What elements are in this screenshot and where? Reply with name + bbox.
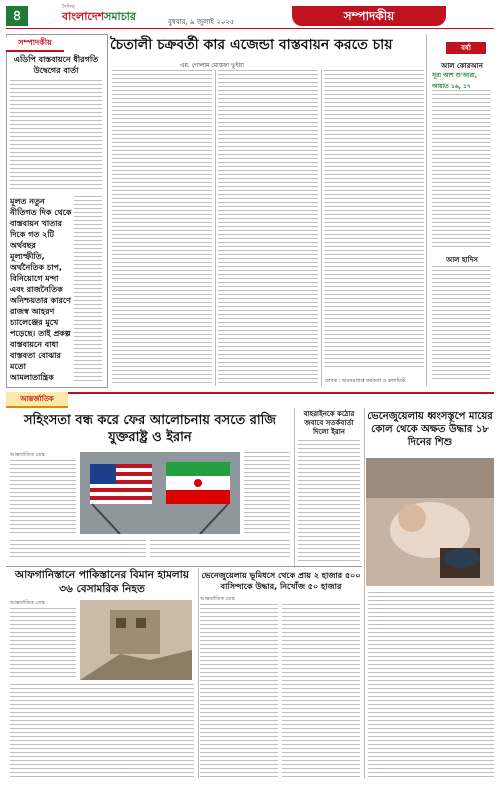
column-rule <box>364 408 365 778</box>
sidebar-poem2-title: আল হাদিস <box>446 256 478 264</box>
headline-us-iran: সহিংসতা বন্ধ করে ফের আলোচনায় বসতে রাজি যুক্তরাষ্ট্র ও ইরান <box>23 413 277 445</box>
column-rule <box>294 408 295 568</box>
main-article-byline: এম. গোলাম মোস্তফা ভুইয়া <box>180 62 244 69</box>
headline-venezuela-landslide: ভেনেজুয়েলায় ভূমিধসে থেকে প্রায় ২ হাজার ৫০০ বাসিন্দাকে উদ্ধার, নিখোঁজ ৫০ হাজার <box>201 571 361 591</box>
venezuela-landslide-text-2 <box>282 604 360 778</box>
main-article-caption: লেখক : অবসরপ্রাপ্ত কর্মকর্তা ও কলামিস্ট <box>324 378 406 384</box>
iran-flag <box>166 462 230 504</box>
sidebar-text-1 <box>432 90 490 250</box>
bahrain-text <box>298 440 360 564</box>
headline-bahrain: বাহরাইনকে কঠোর জবাবে সতর্কবার্তা দিলো ইরান <box>303 410 355 436</box>
column-rule <box>198 568 199 778</box>
venezuela-baby-text <box>368 592 494 778</box>
rubble-illustration <box>80 600 192 680</box>
masthead-name-b: সমাচার <box>104 10 136 23</box>
editorial-body-text <box>10 80 102 192</box>
column-rule <box>321 70 322 386</box>
us-flag <box>90 464 152 504</box>
article-credit: আন্তর্জাতিক ডেস্ক <box>10 600 45 606</box>
masthead-small-text: দৈনিক <box>62 4 75 10</box>
headline-afghanistan: আফগানিস্তানে পাকিস্তানের বিমান হামলায় ৩৬ বেসামরিক নিহত <box>15 569 189 595</box>
afghanistan-text-bottom <box>10 684 194 778</box>
flags-illustration <box>80 452 240 534</box>
rescued-baby-photo <box>366 458 494 586</box>
issue-date: বুধবার, ৯ জুলাই ২০২৫ <box>168 18 235 26</box>
main-article-col-1 <box>112 70 212 386</box>
sidebar-text-2 <box>432 266 490 382</box>
editorial-body-text-2 <box>74 196 102 382</box>
masthead-logo <box>62 4 136 26</box>
editorial-pull-quote: মূলত নতুন নীতিগত দিক থেকে বাস্তবায়ন খাতার দিকে গত ২টি অর্থবছর মূল্যস্ফীতি, অর্থনৈতিক চাপ, বিনিয়োগে মন্দা এবং রাজনৈতিক অনিশ্চয়তার কারণে রাজস্ব আহরণ চ্যালেঞ্জের মুখে পড়েছে। তাই প্রকল্প বাস্তবায়নে বাধা বাস্তবতা বোঝার মতো আমলাতান্ত্রিক <box>10 197 72 382</box>
afghanistan-text-left <box>10 608 76 680</box>
headline-venezuela-baby: ভেনেজুয়েলায় ধ্বংসস্তূপে মায়ের কোল থেকে অক্ষত উদ্ধার ১৮ দিনের শিশু <box>367 411 493 448</box>
page-number: ৪ <box>6 6 28 26</box>
baby-illustration <box>366 458 494 586</box>
international-section-rule <box>6 392 494 408</box>
masthead-name-a: বাংলাদেশ <box>62 10 105 23</box>
venezuela-landslide-text-1 <box>200 604 278 778</box>
airstrike-rubble-photo <box>80 600 192 680</box>
us-iran-flags-photo <box>80 452 240 534</box>
us-iran-text-right <box>244 452 290 536</box>
editorial-label: সম্পাদকীয় <box>6 36 64 52</box>
article-credit: আন্তর্জাতিক ডেস্ক <box>10 452 45 458</box>
column-rule <box>426 34 427 386</box>
sidebar-label: বর্ষা <box>446 42 486 54</box>
bottom-rule <box>6 566 362 567</box>
us-iran-text-bottom-2 <box>150 540 290 560</box>
international-label: আন্তর্জাতিক <box>6 392 68 408</box>
column-rule <box>215 70 216 386</box>
editorial-title: এডিপি বাস্তবায়নে ধীরগতি উদ্বেগের বার্তা <box>13 55 99 75</box>
main-article-title: চৈতালী চক্রবর্তী কার এজেন্ডা বাস্তবায়ন করতে চায় <box>110 37 393 53</box>
us-iran-text-left <box>10 460 76 536</box>
main-article-col-3 <box>324 70 424 370</box>
section-banner: সম্পাদকীয় <box>292 6 446 26</box>
us-iran-text-bottom-1 <box>10 540 146 560</box>
header-rule <box>6 28 494 29</box>
main-article-col-2 <box>218 70 318 386</box>
sidebar-poem1-title: আল কোরআন <box>441 62 483 70</box>
masthead-name <box>62 10 136 23</box>
article-credit: আন্তর্জাতিক ডেস্ক <box>200 596 235 602</box>
sidebar-poem1-sub: সূরা আশ শু'আরা, আয়াত ১৬, ১৭ <box>432 72 478 90</box>
